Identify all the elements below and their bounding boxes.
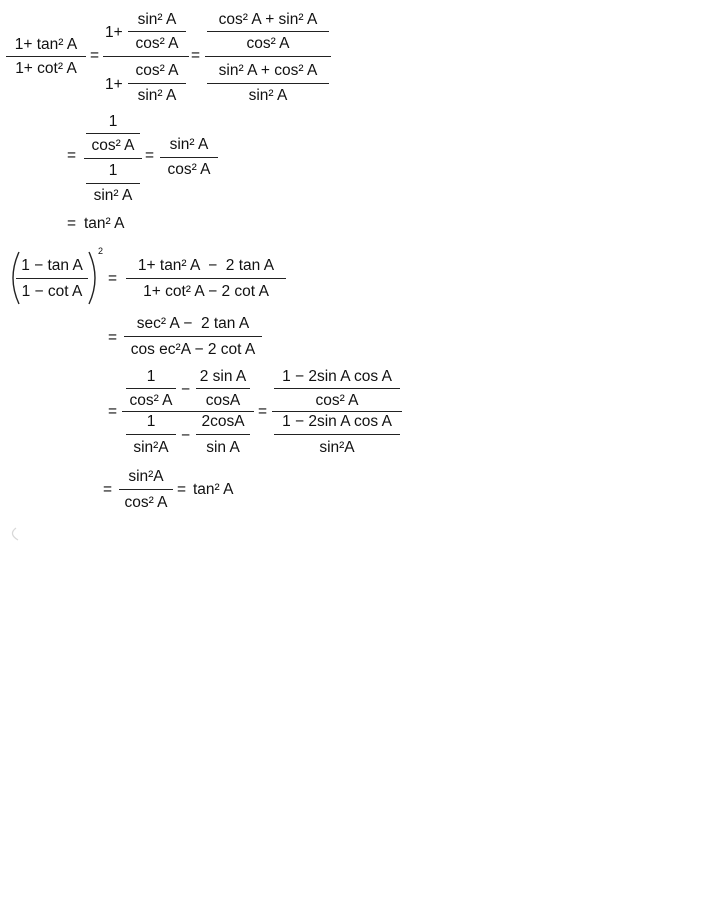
proof1-step2-den-bar: [207, 83, 329, 84]
proof2-step4-num-numerator: 1 − 2sin A cos A: [282, 368, 392, 385]
proof2-step3-term1-bar: [126, 388, 176, 389]
proof2-step4-main-bar: [272, 411, 402, 412]
proof1-step1-main-bar: [103, 56, 189, 57]
proof2-step3-term2-denominator: cosA: [205, 392, 241, 409]
equals-sign: =: [108, 403, 118, 420]
proof2-step3-term2-numerator: 2 sin A: [199, 368, 247, 385]
proof2-lhs-denominator: 1 − cot A: [21, 283, 83, 300]
proof1-step3-main-bar: [84, 158, 142, 159]
proof2-step3-term4-bar: [196, 434, 250, 435]
proof2-step5-denominator: cos² A: [124, 494, 168, 511]
proof1-step2-den-numerator: sin² A + cos² A: [218, 62, 318, 79]
proof2-lhs-fraction-bar: [16, 278, 88, 279]
proof2-step3-term1-numerator: 1: [146, 368, 156, 385]
proof2-step1-denominator: 1+ cot² A − 2 cot A: [143, 283, 269, 300]
equals-sign: =: [108, 270, 118, 287]
proof1-step1-den-frac-bar: [128, 83, 186, 84]
equals-sign: =: [90, 47, 100, 64]
proof1-lhs-denominator: 1+ cot² A: [15, 60, 77, 77]
proof1-step1-num-prefix: 1+: [105, 24, 123, 41]
proof1-lhs-fraction-bar: [6, 56, 86, 57]
proof1-step2-den-denominator: sin² A: [248, 87, 288, 104]
minus-sign: −: [181, 427, 191, 444]
proof1-step3-den-numerator: 1: [108, 162, 118, 179]
proof1-step3-result-bar: [160, 157, 218, 158]
proof2-lhs-exponent: 2: [98, 246, 104, 256]
proof1-step3-result-denominator: cos² A: [167, 161, 211, 178]
proof2-step4-num-bar: [274, 388, 400, 389]
proof1-step1-den-frac-numerator: cos² A: [135, 62, 179, 79]
proof1-step3-result-numerator: sin² A: [169, 136, 209, 153]
right-paren-icon: [84, 250, 104, 306]
proof1-step2-main-bar: [205, 56, 331, 57]
proof2-step2-numerator: sec² A − 2 tan A: [136, 315, 250, 332]
proof2-step3-term2-bar: [196, 388, 250, 389]
proof1-step2-num-denominator: cos² A: [246, 35, 290, 52]
proof1-step2-num-bar: [207, 31, 329, 32]
proof2-step1-numerator: 1+ tan² A − 2 tan A: [137, 257, 275, 274]
proof1-step3-den-bar: [86, 183, 140, 184]
proof2-step2-bar: [124, 336, 262, 337]
proof2-step4-den-numerator: 1 − 2sin A cos A: [282, 413, 392, 430]
proof2-step5-numerator: sin²A: [128, 468, 164, 485]
equals-sign: =: [145, 147, 155, 164]
proof2-result: tan² A: [193, 481, 234, 498]
proof2-step3-term3-denominator: sin²A: [133, 439, 169, 456]
equals-sign: =: [108, 329, 118, 346]
equals-sign: =: [191, 47, 201, 64]
proof1-step1-num-frac-denominator: cos² A: [135, 35, 179, 52]
proof2-step2-denominator: cos ec²A − 2 cot A: [130, 341, 256, 358]
proof2-step4-den-denominator: sin²A: [319, 439, 355, 456]
proof1-step3-num-denominator: cos² A: [91, 137, 135, 154]
proof1-step1-num-frac-bar: [128, 31, 186, 32]
proof1-step1-num-frac-numerator: sin² A: [137, 11, 177, 28]
proof2-step3-main-bar: [122, 411, 254, 412]
proof2-step3-term1-denominator: cos² A: [129, 392, 173, 409]
proof2-step3-term3-bar: [126, 434, 176, 435]
equals-sign: =: [67, 215, 77, 232]
proof1-step1-den-frac-denominator: sin² A: [137, 87, 177, 104]
proof1-result: tan² A: [84, 215, 125, 232]
proof2-step5-bar: [119, 489, 173, 490]
equals-sign: =: [258, 403, 268, 420]
proof1-step1-den-prefix: 1+: [105, 76, 123, 93]
proof1-lhs-numerator: 1+ tan² A: [14, 36, 78, 53]
proof2-lhs-numerator: 1 − tan A: [21, 257, 83, 274]
minus-sign: −: [181, 381, 191, 398]
proof2-step4-den-bar: [274, 434, 400, 435]
proof1-step2-num-numerator: cos² A + sin² A: [218, 11, 318, 28]
equals-sign: =: [67, 147, 77, 164]
proof2-step3-term3-numerator: 1: [146, 413, 156, 430]
proof2-step1-bar: [126, 278, 286, 279]
equals-sign: =: [177, 481, 187, 498]
proof1-step3-den-denominator: sin² A: [93, 187, 133, 204]
proof1-step3-num-numerator: 1: [108, 113, 118, 130]
proof2-step3-term4-numerator: 2cosA: [201, 413, 245, 430]
equals-sign: =: [103, 481, 113, 498]
proof2-step3-term4-denominator: sin A: [206, 439, 240, 456]
scan-artifact-icon: [6, 526, 20, 542]
proof1-step3-num-bar: [86, 133, 140, 134]
proof2-step4-num-denominator: cos² A: [315, 392, 359, 409]
